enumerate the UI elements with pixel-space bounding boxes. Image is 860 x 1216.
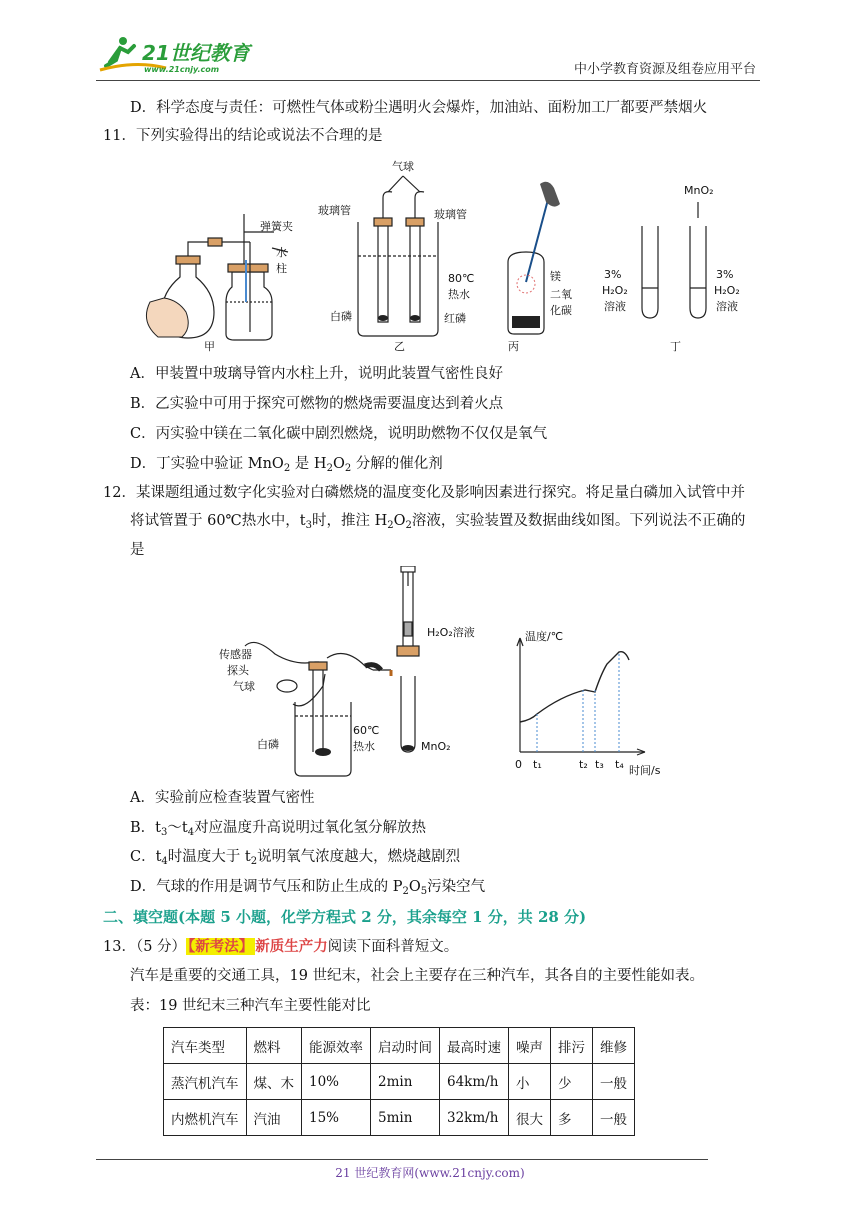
footer-text: 21 世纪教育网(www.21cnjy.com): [335, 1166, 525, 1180]
label-spring-clip: 弹簧夹: [260, 220, 293, 233]
label-red-p: 红磷: [444, 312, 466, 325]
q10-option-d: D．科学态度与责任：可燃性气体或粉尘遇明火会爆炸，加油站、面粉加工厂都要严禁烟火: [130, 100, 708, 116]
table-caption: 表：19 世纪末三种汽车主要性能对比: [130, 998, 371, 1014]
q12-stem-line2: 将试管置于 60℃热水中，$t_3$时，推注 $H_2O_2$溶液，实验装置及数据曲线如图。下列说法不正确的: [130, 513, 746, 531]
chart-origin: 0: [515, 758, 522, 771]
section-2-title: 二、填空题(本题 5 小题，化学方程式 2 分，其余每空 1 分，共 28 分): [103, 908, 587, 926]
logo-url: www.21cnjy.com: [144, 65, 220, 74]
header-cell: 噪声: [509, 1028, 551, 1064]
table-cell: 5min: [371, 1100, 440, 1136]
table-row: [164, 1064, 635, 1100]
q11-option-d: D．丁实验中验证 MnO$_2$ 是 $H_2O_2$ 分解的催化剂: [130, 456, 443, 474]
label-sensor-1: 传感器: [219, 648, 252, 661]
header-divider: [96, 80, 760, 81]
table-cell: 一般: [593, 1064, 635, 1100]
q11-stem: 11．下列实验得出的结论或说法不合理的是: [103, 128, 383, 144]
label-mg: 镁: [550, 270, 561, 283]
chart-tick-t4: t₄: [615, 758, 624, 771]
label-ding: 丁: [670, 340, 681, 353]
table-cell: 蒸汽机汽车: [164, 1064, 247, 1100]
label-water-col-2: 柱: [276, 262, 287, 275]
q12-option-a: A．实验前应检查装置气密性: [130, 790, 315, 806]
label-hot-water-80-2: 热水: [448, 288, 470, 301]
q12-option-c: C．$t_4$时温度大于 $t_2$说明氧气浓度越大，燃烧越剧烈: [130, 849, 461, 867]
q11-option-c: C．丙实验中镁在二氧化碳中剧烈燃烧，说明助燃物不仅仅是氧气: [130, 426, 548, 442]
label-sol-right: 溶液: [716, 300, 738, 313]
label-co2-2: 化碳: [550, 304, 572, 317]
header-cell: 维修: [593, 1028, 635, 1064]
table-row: [164, 1100, 635, 1136]
footer-divider: [96, 1159, 708, 1160]
header-platform-text: 中小学教育资源及组卷应用平台: [573, 62, 756, 77]
table-cell: 多: [551, 1100, 593, 1136]
label-balloon: 气球: [233, 680, 255, 693]
label-white-p: 白磷: [330, 310, 352, 323]
header-cell: 启动时间: [371, 1028, 440, 1064]
label-h2o2: H₂O₂溶液: [427, 626, 475, 639]
table-cell: 32km/h: [440, 1100, 509, 1136]
table-cell: 少: [551, 1064, 593, 1100]
table-cell: 内燃机汽车: [164, 1100, 247, 1136]
label-glass-tube-left: 玻璃管: [318, 204, 351, 217]
label-water-col-1: 水: [276, 246, 287, 259]
label-white-p: 白磷: [257, 738, 279, 751]
label-glass-tube-right: 玻璃管: [434, 208, 467, 221]
header-cell: 燃料: [246, 1028, 302, 1064]
table-cell: 2min: [371, 1064, 440, 1100]
label-jia: 甲: [204, 340, 215, 353]
table-cell: 很大: [509, 1100, 551, 1136]
table-cell: 小: [509, 1064, 551, 1100]
label-sol-left: 溶液: [604, 300, 626, 313]
label-mno2: MnO₂: [684, 184, 714, 197]
label-conc-right: 3%: [716, 268, 734, 281]
label-hot-water-80-1: 80℃: [448, 272, 475, 285]
q11-figure: [140, 152, 760, 358]
label-conc-left: 3%: [604, 268, 622, 281]
label-h2o2-left: H₂O₂: [602, 284, 628, 297]
table-cell: 15%: [302, 1100, 371, 1136]
q11-option-b: B．乙实验中可用于探究可燃物的燃烧需要温度达到着火点: [130, 396, 504, 412]
table-cell: 10%: [302, 1064, 371, 1100]
label-sensor-2: 探头: [227, 664, 249, 677]
chart-xlabel: 时间/s: [629, 764, 661, 777]
label-balloon: 气球: [392, 160, 414, 173]
label-co2-1: 二氧: [550, 288, 572, 301]
topic-label: 新质生产力: [255, 938, 328, 955]
table-cell: 一般: [593, 1100, 635, 1136]
label-yi: 乙: [394, 340, 405, 353]
new-exam-tag: 【新考法】: [188, 938, 254, 955]
logo-text: 21世纪教育: [142, 41, 250, 65]
chart-ylabel: 温度/℃: [525, 630, 564, 643]
q12-stem-line1: 12．某课题组通过数字化实验对白磷燃烧的温度变化及影响因素进行探究。将足量白磷加入试管中并: [103, 485, 745, 501]
chart-tick-t2: t₂: [579, 758, 588, 771]
table-cell: 煤、木: [246, 1064, 302, 1100]
q11-option-a: A．甲装置中玻璃导管内水柱上升，说明此装置气密性良好: [130, 366, 503, 382]
label-h2o2-right: H₂O₂: [714, 284, 740, 297]
label-hot-water-60-1: 60℃: [353, 724, 380, 737]
label-mno2: MnO₂: [421, 740, 451, 753]
q12-option-d: D．气球的作用是调节气压和防止生成的 $P_2O_5$污染空气: [130, 879, 486, 897]
site-logo: [96, 30, 266, 80]
header-cell: 排污: [551, 1028, 593, 1064]
table-cell: 64km/h: [440, 1064, 509, 1100]
header-cell: 能源效率: [302, 1028, 371, 1064]
car-performance-table: [163, 1027, 635, 1136]
q12-apparatus-figure: [215, 566, 675, 782]
label-bing: 丙: [508, 340, 519, 353]
header-cell: 最高时速: [440, 1028, 509, 1064]
temperature-curve-chart: [515, 629, 661, 777]
q12-stem-line3: 是: [130, 542, 145, 558]
label-hot-water-60-2: 热水: [353, 740, 375, 753]
chart-tick-t3: t₃: [595, 758, 604, 771]
chart-tick-t1: t₁: [533, 758, 542, 771]
table-header-row: [164, 1028, 635, 1064]
q13-stem: 13．（5 分） 【新考法】 新质生产力阅读下面科普短文。: [103, 938, 459, 955]
q13-paragraph: 汽车是重要的交通工具，19 世纪末，社会上主要存在三种汽车，其各自的主要性能如表。: [130, 968, 705, 984]
table-cell: 汽油: [246, 1100, 302, 1136]
q12-option-b: B．$t_3\sim t_4$对应温度升高说明过氧化氢分解放热: [130, 820, 427, 838]
header-cell: 汽车类型: [164, 1028, 247, 1064]
